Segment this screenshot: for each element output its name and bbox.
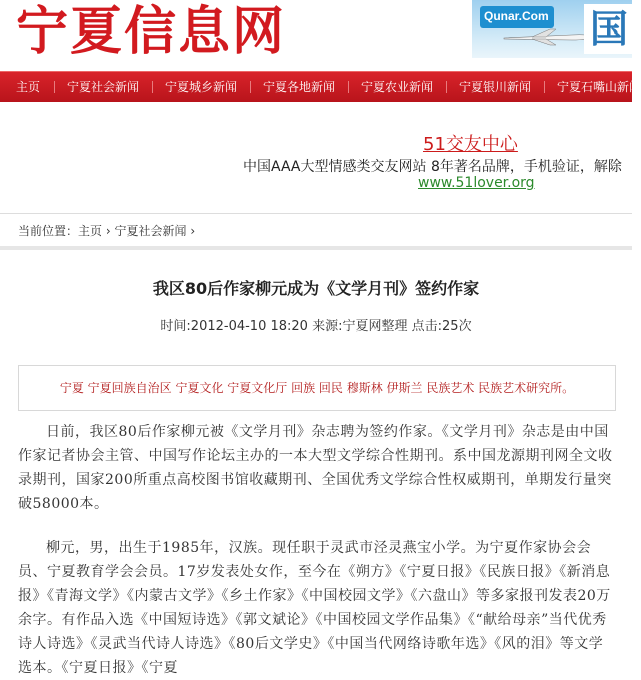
nav-separator <box>446 81 447 93</box>
breadcrumb <box>18 222 195 239</box>
site-logo[interactable]: 宁夏信息网 <box>16 2 287 62</box>
breadcrumb-section[interactable]: 宁夏社会新闻 <box>114 224 187 238</box>
nav-item-local-news[interactable]: 宁夏各地新闻 <box>263 80 336 94</box>
nav-separator <box>544 81 545 93</box>
text-ad-description[interactable]: 中国AAA大型情感类交友网站 8年著名品牌，手机验证，解除 <box>243 159 622 175</box>
time-label: 时间: <box>160 319 191 334</box>
article-source: 宁夏网整理 <box>342 319 408 334</box>
nav-separator <box>54 81 55 93</box>
site-header <box>0 0 632 70</box>
breadcrumb-separator: › <box>105 224 111 238</box>
article-paragraph: 柳元，男，出生于1985年，汉族。现任职于灵武市泾灵燕宝小学。为宁夏作家协会会员、宁夏教育学会会员。17岁发表处女作，至今在《朔方》《宁夏日报》《民族日报》《新消息报》《青海文学》《内蒙古文学》《乡土作家》《中国校园文学》《六盘山》等多家报刊发表20万余字。有作品入选《中国短诗选》《郭文斌论》《中国校园文学作品集》《“献给母亲”当代优秀诗人诗选》《灵武当代诗人诗选》《80后文学史》《中国当代网络诗歌年选》《风的泪》等文学选本。《宁夏日报》《宁夏 <box>18 540 611 676</box>
breadcrumb-home[interactable]: 主页 <box>78 224 103 238</box>
airplane-icon <box>502 28 592 46</box>
article-title: 我区80后作家柳元成为《文学月刊》签约作家 <box>152 279 480 298</box>
article-paragraph: 日前，我区80后作家柳元被《文学月刊》杂志聘为签约作家。《文学月刊》杂志是由中国作家记者协会主管、中国写作论坛主办的一本大型文学综合性期刊。系中国龙源期刊网全文收录期刊，国家200所重点高校图书馆收藏期刊、全国优秀文学综合性权威期刊，单期发行量突破58000本。 <box>18 424 613 512</box>
nav-item-home[interactable]: 主页 <box>16 80 41 94</box>
article-tags[interactable]: 宁夏 宁夏回族自治区 宁夏文化 宁夏文化厅 回族 回民 穆斯林 伊斯兰 民族艺术 民族艺术研究所。 <box>18 365 616 411</box>
text-ad-title[interactable]: 51交友中心 <box>423 134 518 155</box>
nav-item-social-news[interactable]: 宁夏社会新闻 <box>67 80 140 94</box>
breadcrumb-prefix: 当前位置： <box>18 224 79 238</box>
clicks-label: 点击: <box>411 319 443 334</box>
source-label: 来源: <box>312 319 343 334</box>
nav-item-agriculture-news[interactable]: 宁夏农业新闻 <box>361 80 434 94</box>
article-time: 2012-04-10 18:20 <box>190 319 308 334</box>
main-nav <box>0 71 641 102</box>
article-clicks: 25次 <box>442 319 472 334</box>
text-ad-url[interactable]: www.51lover.org <box>418 175 535 191</box>
article-meta <box>0 315 632 334</box>
qunar-ad-banner[interactable] <box>472 0 632 58</box>
qunar-logo-text: Qunar.Com <box>484 9 549 23</box>
nav-separator <box>250 81 251 93</box>
nav-separator <box>348 81 349 93</box>
nav-item-urban-rural-news[interactable]: 宁夏城乡新闻 <box>165 80 238 94</box>
breadcrumb-separator: › <box>190 224 196 238</box>
divider <box>0 246 632 250</box>
divider <box>0 213 632 214</box>
nav-item-yinchuan-news[interactable]: 宁夏银川新闻 <box>459 80 532 94</box>
ad-glyph: 国 <box>584 4 634 54</box>
nav-item-shizuishan-news[interactable]: 宁夏石嘴山新闻 <box>557 80 641 94</box>
nav-separator <box>152 81 153 93</box>
